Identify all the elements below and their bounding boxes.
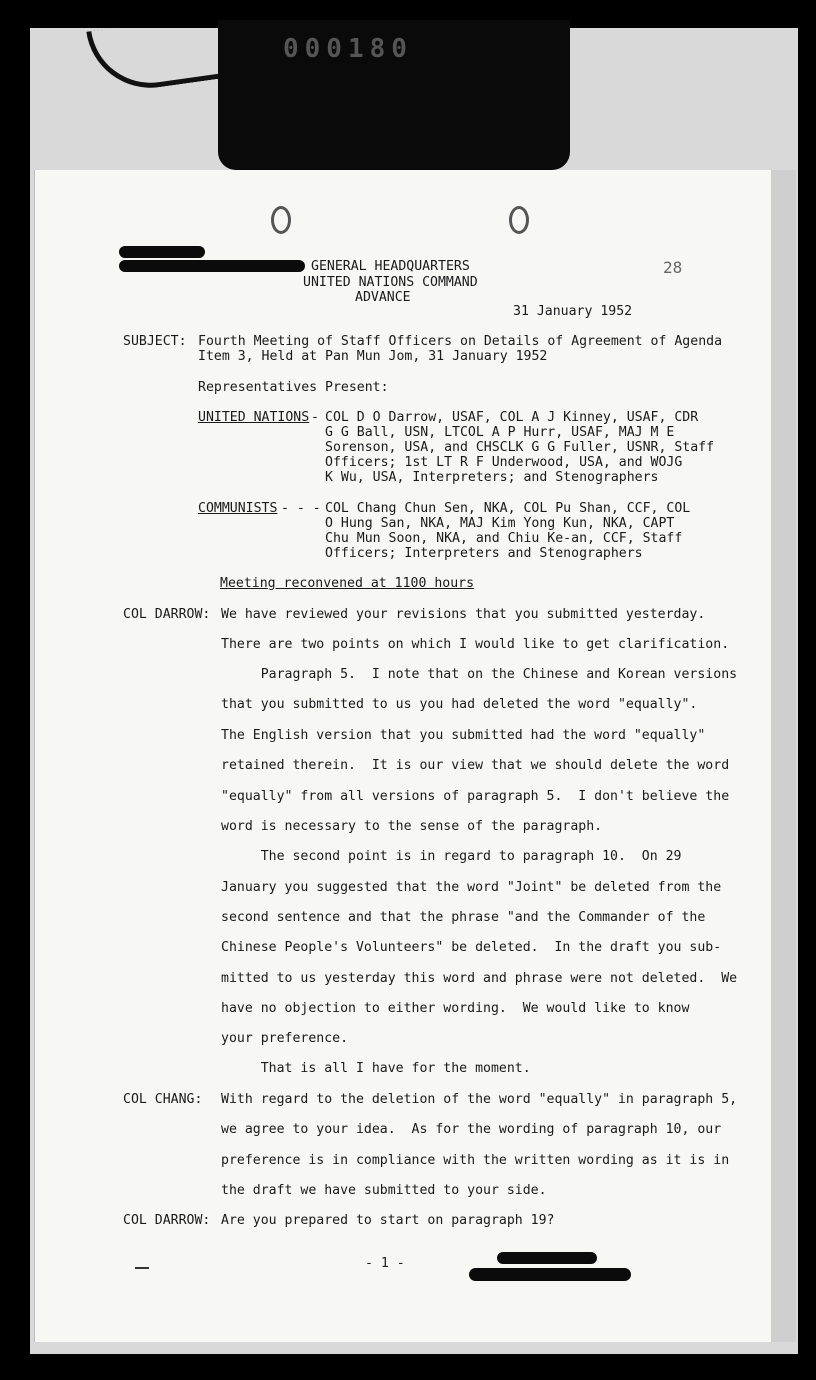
meeting-note: Meeting reconvened at 1100 hours [220,576,475,591]
representatives-heading: Representatives Present: [198,380,389,395]
speaker-label: COL CHANG: [123,1092,203,1107]
un-separator: - [303,410,327,425]
header-line-1: GENERAL HEADQUARTERS [311,259,470,274]
handwritten-page-number: 28 [663,258,683,277]
transcript-line: preference is in compliance with the written wording as it is in [221,1153,730,1168]
transcript-line: the draft we have submitted to your side. [221,1183,547,1198]
transcript-line: word is necessary to the sense of the paragraph. [221,819,603,834]
transcript-line: Chinese People's Volunteers" be deleted. In the draft you sub- [221,940,722,955]
binder-clip-stamp: 000180 [283,34,413,64]
transcript-line: We have reviewed your revisions that you submitted yesterday. [221,607,706,622]
transcript-line: With regard to the deletion of the word "equally" in paragraph 5, [221,1092,738,1107]
transcript-line: January you suggested that the word "Joint" be deleted from the [221,880,722,895]
transcript-line: "equally" from all versions of paragraph 5. I don't believe the [221,789,730,804]
transcript-line: The English version that you submitted had the word "equally" [221,728,706,743]
redaction-bar [119,260,305,272]
subject-line-1: Fourth Meeting of Staff Officers on Details of Agreement of Agenda [198,334,723,349]
transcript-line: we agree to your idea. As for the wording of paragraph 10, our [221,1122,722,1137]
transcript-line: That is all I have for the moment. [221,1061,531,1076]
redaction-bar [497,1252,597,1264]
transcript-line: Paragraph 5. I note that on the Chinese and Korean versions [221,667,738,682]
transcript-line: Are you prepared to start on paragraph 19? [221,1213,555,1228]
header-line-3: ADVANCE [355,290,411,305]
un-label: UNITED NATIONS [198,410,310,425]
communists-line: O Hung San, NKA, MAJ Kim Yong Kun, NKA, CAPT [325,516,675,531]
footer-dash [135,1267,149,1269]
un-line: G G Ball, USN, LTCOL A P Hurr, USAF, MAJ M E [325,425,675,440]
communists-label: COMMUNISTS [198,501,278,516]
page-footer: - 1 - [365,1256,405,1271]
un-line: COL D O Darrow, USAF, COL A J Kinney, USAF, CDR [325,410,699,425]
communists-line: COL Chang Chun Sen, NKA, COL Pu Shan, CCF, COL [325,501,691,516]
speaker-label: COL DARROW: [123,1213,211,1228]
document-page [34,170,771,1342]
transcript-line: retained therein. It is our view that we should delete the word [221,758,730,773]
subject-label: SUBJECT: [123,334,187,349]
transcript-line: your preference. [221,1031,349,1046]
communists-line: Officers; Interpreters and Stenographers [325,546,643,561]
un-line: Officers; 1st LT R F Underwood, USA, and WOJG [325,455,683,470]
transcript-line: that you submitted to us you had deleted the word "equally". [221,697,698,712]
un-line: K Wu, USA, Interpreters; and Stenographers [325,470,659,485]
redaction-bar [469,1268,631,1281]
communists-separator: - - - [273,501,329,516]
header-line-2: UNITED NATIONS COMMAND [303,275,478,290]
transcript-line: The second point is in regard to paragraph 10. On 29 [221,849,682,864]
punch-hole-right [509,206,529,234]
un-line: Sorenson, USA, and CHSCLK G G Fuller, USNR, Staff [325,440,715,455]
transcript-line: second sentence and that the phrase "and the Commander of the [221,910,706,925]
transcript-line: mitted to us yesterday this word and phrase were not deleted. We [221,971,738,986]
communists-line: Chu Mun Soon, NKA, and Chiu Ke-an, CCF, Staff [325,531,683,546]
speaker-label: COL DARROW: [123,607,211,622]
transcript-line: have no objection to either wording. We would like to know [221,1001,690,1016]
punch-hole-left [271,206,291,234]
transcript-line: There are two points on which I would like to get clarification. [221,637,730,652]
subject-line-2: Item 3, Held at Pan Mun Jom, 31 January 1952 [198,349,548,364]
document-date: 31 January 1952 [513,304,633,319]
redaction-bar [119,246,205,258]
